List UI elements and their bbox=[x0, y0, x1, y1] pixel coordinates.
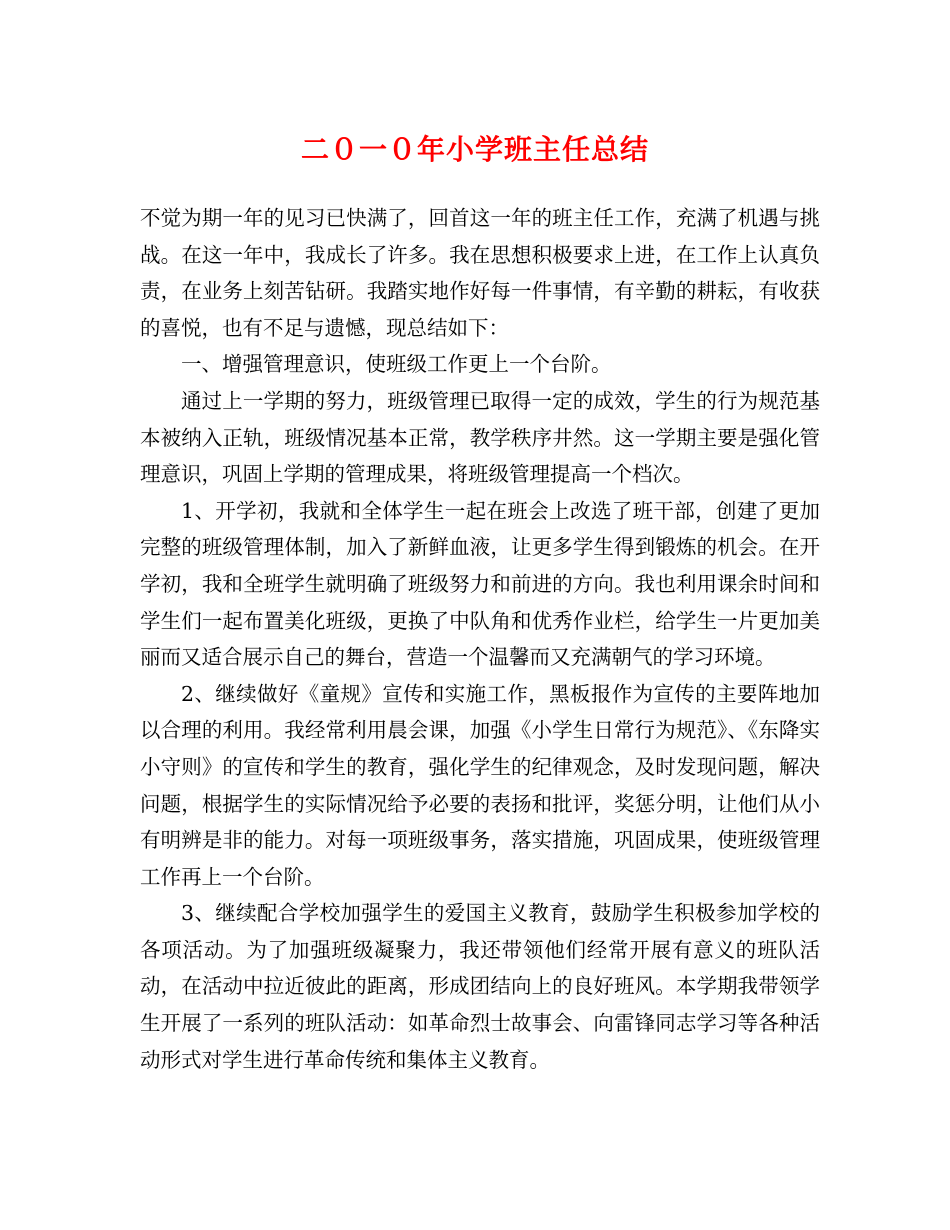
document-body bbox=[140, 200, 820, 1078]
paragraph-item-3: 3、继续配合学校加强学生的爱国主义教育，鼓励学生积极参加学校的各项活动。为了加强班级凝聚力，我还带领他们经常开展有意义的班队活动，在活动中拉近彼此的距离，形成团结向上的良好班风。本学期我带领学生开展了一系列的班队活动：如革命烈士故事会、向雷锋同志学习等各种活动形式对学生进行革命传统和集体主义教育。 bbox=[140, 901, 820, 1072]
paragraph-section-1: 通过上一学期的努力，班级管理已取得一定的成效，学生的行为规范基本被纳入正轨，班级情况基本正常，教学秩序井然。这一学期主要是强化管理意识，巩固上学期的管理成果，将班级管理提高一个档次。 bbox=[140, 388, 820, 487]
document-title: 二０一０年小学班主任总结 bbox=[300, 133, 649, 166]
paragraph-item-1: 1、开学初，我就和全体学生一起在班会上改选了班干部，创建了更加完整的班级管理体制，加入了新鲜血液，让更多学生得到锻炼的机会。在开学初，我和全班学生就明确了班级努力和前进的方向。我也利用课余时间和学生们一起布置美化班级，更换了中队角和优秀作业栏，给学生一片更加美丽而又适合展示自己的舞台，营造一个温馨而又充满朝气的学习环境。 bbox=[140, 498, 820, 670]
section-heading-1: 一、增强管理意识，使班级工作更上一个台阶。 bbox=[181, 352, 612, 377]
paragraph-item-2: 2、继续做好《童规》宣传和实施工作，黑板报作为宣传的主要阵地加以合理的利用。我经常利用晨会课，加强《小学生日常行为规范》、《东降实小守则》的宣传和学生的教育，强化学生的纪律观念，及时发现问题，解决问题，根据学生的实际情况给予必要的表扬和批评，奖惩分明，让他们从小有明辨是非的能力。对每一项班级事务，落实措施，巩固成果，使班级管理工作再上一个台阶。 bbox=[140, 681, 820, 889]
paragraph-intro: 不觉为期一年的见习已快满了，回首这一年的班主任工作，充满了机遇与挑战。在这一年中，我成长了许多。我在思想积极要求上进，在工作上认真负责，在业务上刻苦钻研。我踏实地作好每一件事情，有辛勤的耕耘，有收获的喜悦，也有不足与遗憾，现总结如下： bbox=[140, 206, 820, 340]
